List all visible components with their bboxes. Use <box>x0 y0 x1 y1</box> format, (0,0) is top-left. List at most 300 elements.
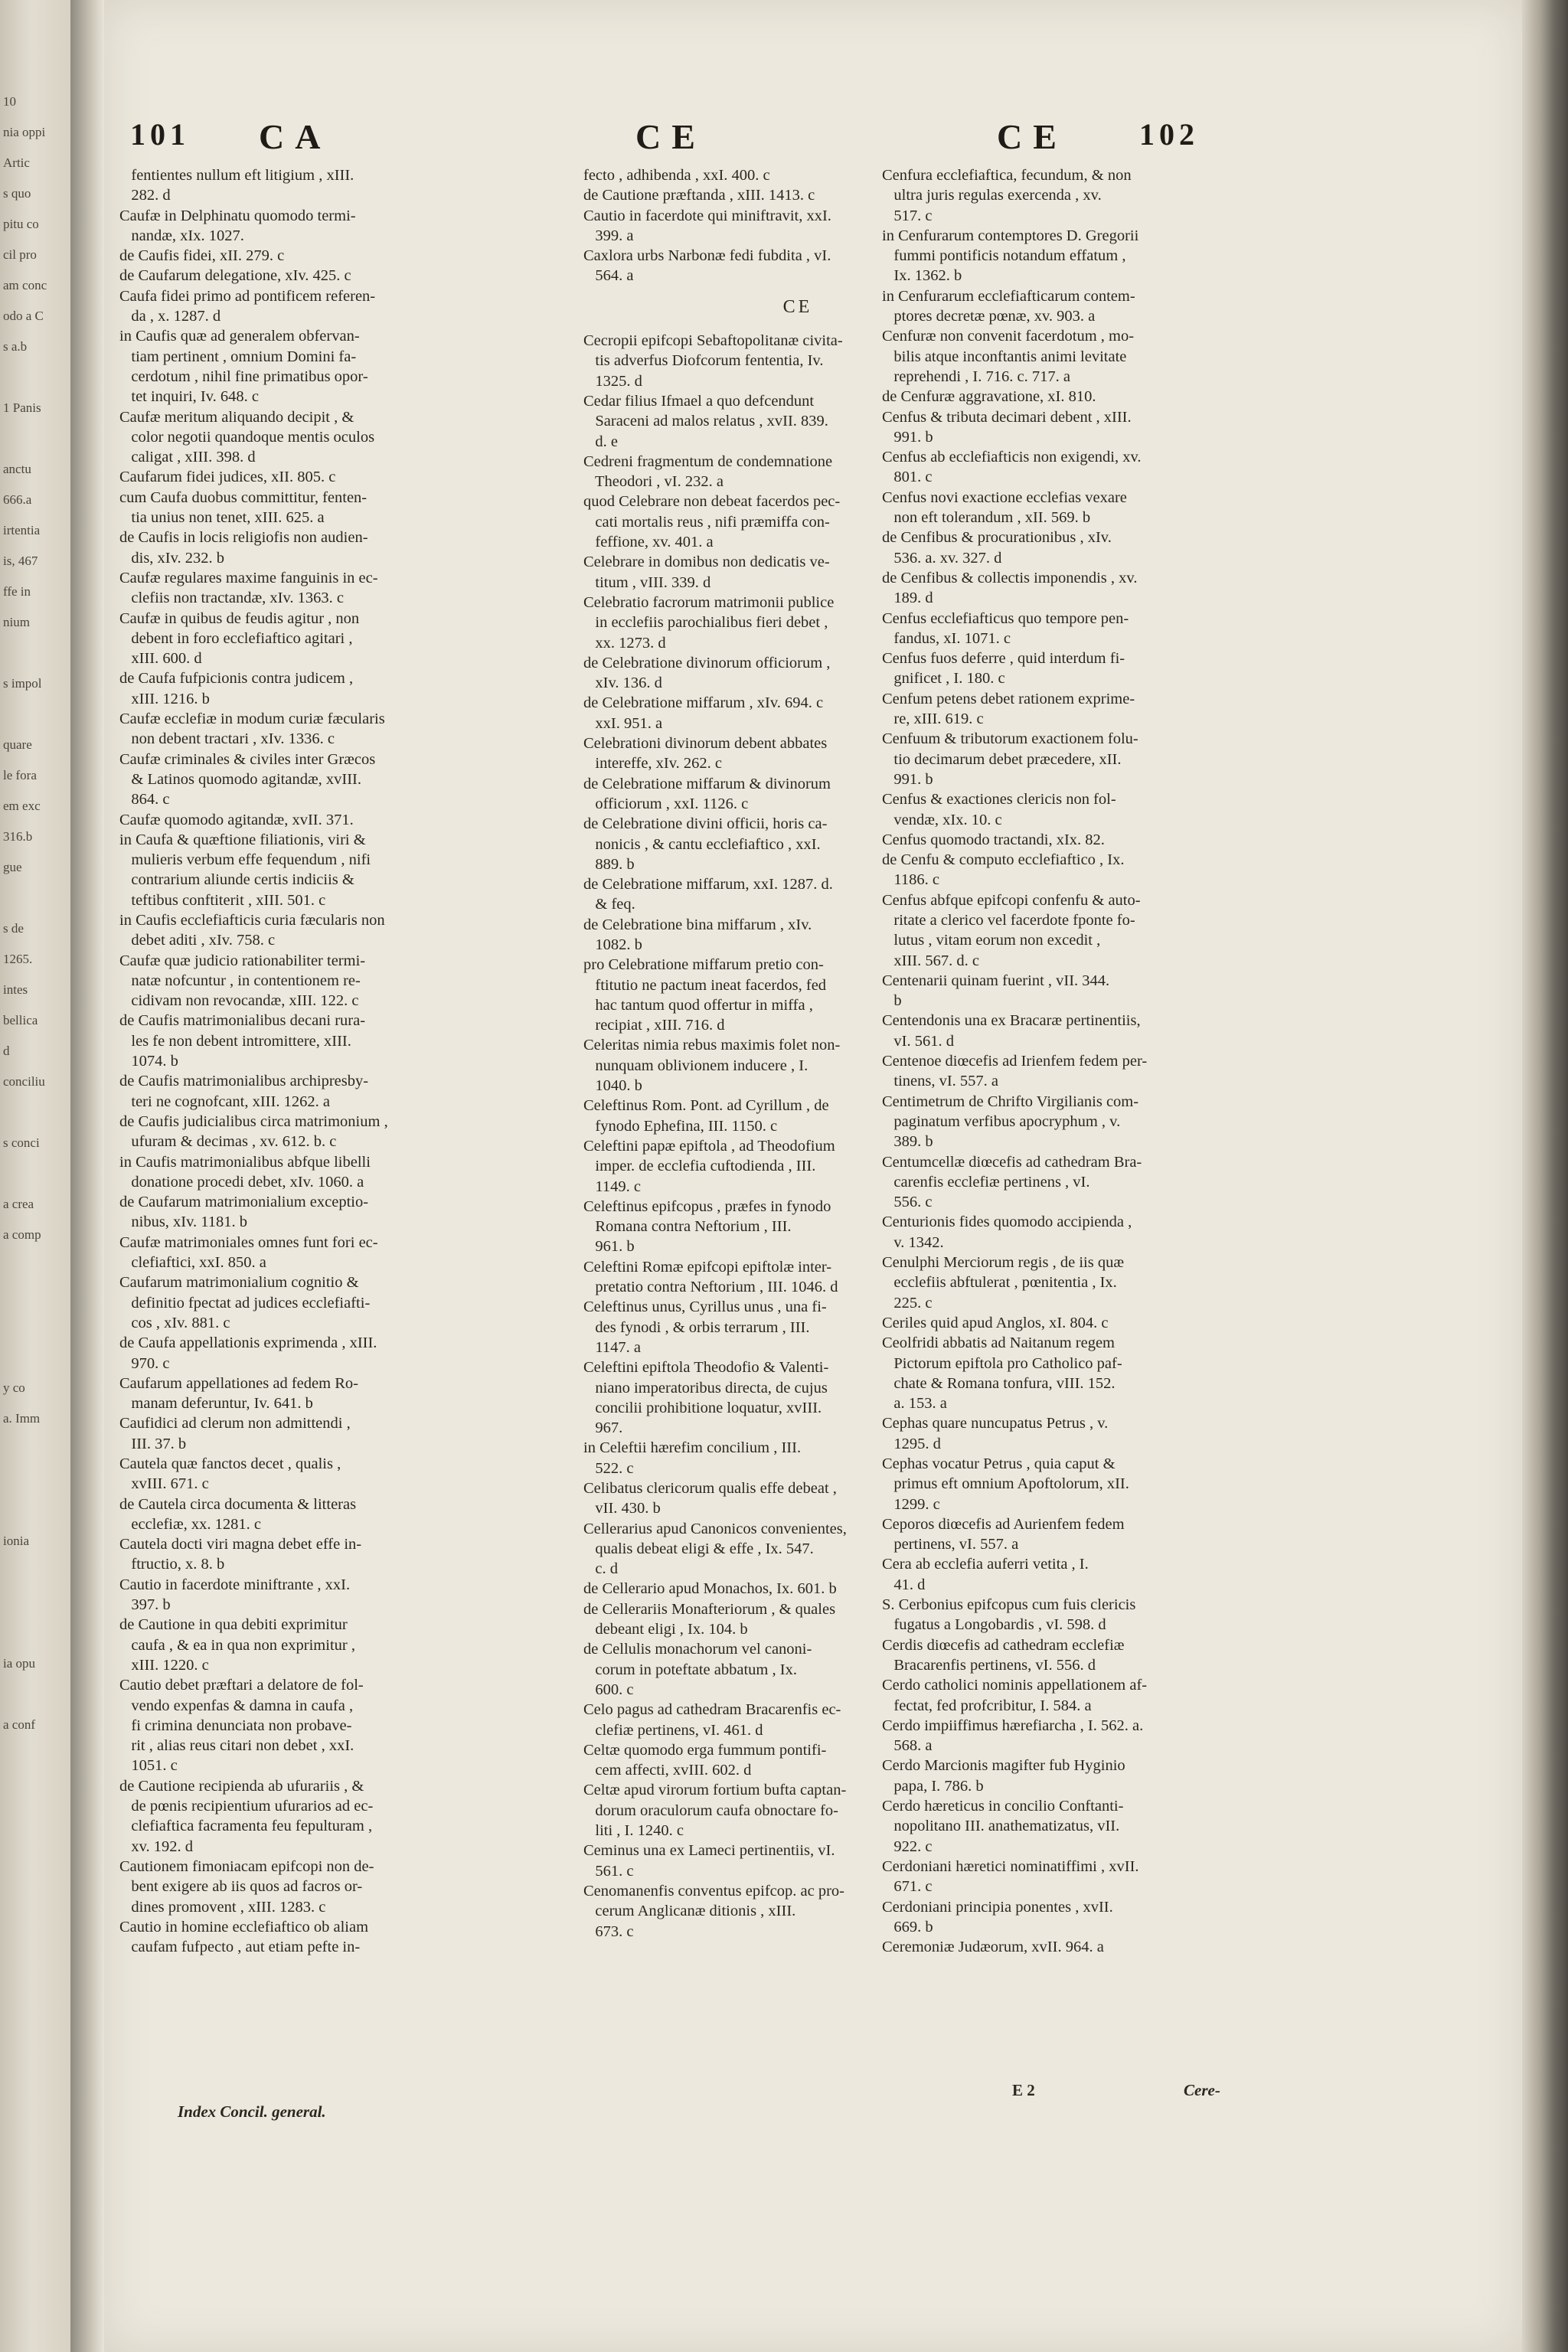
index-entry-line: caligat , xIII. 398. d <box>119 449 256 466</box>
left-page-fragment: s de <box>3 921 24 936</box>
index-entry-line: Cedar filius Ifmael a quo defcendunt <box>583 392 815 410</box>
index-entry-line: corum in poteftate abbatum , Ix. <box>583 1661 797 1678</box>
index-entry-line: dis, xIv. 232. b <box>119 549 225 567</box>
index-entry-line: Caufæ quæ judicio rationabiliter termi- <box>119 952 366 969</box>
index-entry-line: tet inquiri, Iv. 648. c <box>119 388 259 406</box>
index-entry-line: Caufæ quomodo agitandæ, xvII. 371. <box>119 811 354 828</box>
index-entry-line: de Cenfibus & collectis imponendis , xv. <box>882 569 1138 586</box>
index-entry-line: 1051. c <box>119 1757 178 1775</box>
left-page-fragment: 10 <box>3 94 16 109</box>
index-entry-line: 568. a <box>882 1737 933 1755</box>
index-entry-line: Cenfus & exactiones clericis non fol- <box>882 791 1116 808</box>
index-entry-line: b <box>882 992 902 1010</box>
index-entry-line: 1040. b <box>583 1077 642 1095</box>
index-entry-line: 517. c <box>882 207 933 224</box>
index-entry-line: 922. c <box>882 1838 933 1855</box>
index-entry-line: Cenfura ecclefiaftica, fecundum, & non <box>882 167 1132 184</box>
index-entry-line: Ix. 1362. b <box>882 267 962 285</box>
index-entry-line: natæ nofcuntur , in contentionem re- <box>119 972 361 989</box>
index-entry-line: Celebrationi divinorum debent abbates <box>583 735 828 753</box>
index-entry-line: xIII. 1216. b <box>119 690 210 707</box>
index-entry-line: bilis atque inconftantis animi levitate <box>882 348 1127 365</box>
index-entry-line: feffione, xv. 401. a <box>583 534 714 551</box>
index-entry-line: Cenfus abfque epifcopi confenfu & auto- <box>882 891 1141 909</box>
index-entry-line: tinens, vI. 557. a <box>882 1073 999 1090</box>
index-entry-line: & feq. <box>583 896 635 913</box>
index-entry-line: Bracarenfis pertinens, vI. 556. d <box>882 1656 1096 1674</box>
right-page-number: 102 <box>1139 117 1199 152</box>
left-running-head: CA <box>259 117 332 156</box>
index-entry-line: 864. c <box>119 791 170 808</box>
left-page-fragment: conciliu <box>3 1074 45 1089</box>
index-entry-line: Caufæ meritum aliquando decipit , & <box>119 408 354 426</box>
index-entry-line: ritate a clerico vel facerdote fponte fo- <box>882 911 1135 929</box>
index-entry-line: Ceriles quid apud Anglos, xI. 804. c <box>882 1314 1109 1331</box>
index-entry-line: in Cenfurarum ecclefiafticarum contem- <box>882 287 1135 305</box>
index-entry-line: 1295. d <box>882 1435 941 1452</box>
index-entry-line: in Cenfurarum contemptores D. Gregorii <box>882 227 1139 244</box>
left-page-fragment: s quo <box>3 186 31 201</box>
index-entry-line: ecclefiis abftulerat , pœnitentia , Ix. <box>882 1274 1117 1292</box>
index-entry-line: intereffe, xIv. 262. c <box>583 755 723 773</box>
index-entry-line: Cautio in homine ecclefiaftico ob aliam <box>119 1918 369 1936</box>
index-entry-line: les fe non debent intromittere, xIII. <box>119 1032 351 1050</box>
index-entry-line: nonicis , & cantu ecclefiaftico , xxI. <box>583 835 821 853</box>
index-entry-line: de Cautione in qua debiti exprimitur <box>119 1616 348 1634</box>
index-entry-line: 1299. c <box>882 1495 940 1513</box>
index-entry-line: tia unius non tenet, xIII. 625. a <box>119 509 325 527</box>
index-entry-line: xxI. 951. a <box>583 714 663 732</box>
left-page-fragment: pitu co <box>3 217 39 231</box>
index-entry-line: 397. b <box>119 1596 171 1614</box>
index-entry-line: fi crimina denunciata non probave- <box>119 1717 352 1734</box>
index-entry-line: ufuram & decimas , xv. 612. b. c <box>119 1133 337 1151</box>
index-entry-line: cem affecti, xvIII. 602. d <box>583 1762 752 1779</box>
index-entry-line: concilii prohibitione loquatur, xvIII. <box>583 1399 822 1416</box>
index-entry-line: 522. c <box>583 1459 634 1477</box>
index-entry-line: 225. c <box>882 1294 933 1312</box>
index-entry-line: teftibus conftiterit , xIII. 501. c <box>119 891 326 909</box>
index-entry-line: clefiaftica facramenta feu fepulturam , <box>119 1818 373 1835</box>
index-entry-line: de Caufarum matrimonialium exceptio- <box>119 1194 369 1211</box>
index-entry-line: Celtæ quomodo erga fummum pontifi- <box>583 1741 827 1759</box>
index-entry-line: nopolitano III. anathematizatus, vII. <box>882 1818 1120 1835</box>
index-entry-line: de Caufis matrimonialibus decani rura- <box>119 1012 366 1030</box>
index-entry-line: 970. c <box>119 1354 170 1372</box>
index-entry-line: d. e <box>583 433 618 450</box>
index-entry-line: fectat, fed profcribitur, I. 584. a <box>882 1697 1092 1714</box>
left-page-fragment: a. Imm <box>3 1411 41 1426</box>
index-entry-line: Caufarum matrimonialium cognitio & <box>119 1274 359 1292</box>
index-entry-line: Cecropii epifcopi Sebaftopolitanæ civita- <box>583 332 843 350</box>
left-page-edge <box>0 0 70 2352</box>
index-entry-line: vII. 430. b <box>583 1500 661 1517</box>
index-entry-line: clefiis non tractandæ, xIv. 1363. c <box>119 590 344 607</box>
left-page-fragment: s conci <box>3 1135 40 1150</box>
index-entry-line: c. d <box>583 1560 618 1578</box>
footer-signature: E 2 <box>1012 2081 1035 2099</box>
index-entry-line: xIII. 600. d <box>119 650 202 668</box>
index-entry-line: Cautionem fimoniacam epifcopi non de- <box>119 1857 374 1875</box>
index-entry-line: teri ne cognofcant, xIII. 1262. a <box>119 1093 330 1110</box>
index-entry-line: Celebratio facrorum matrimonii publice <box>583 593 835 611</box>
index-entry-line: 536. a. xv. 327. d <box>882 549 1002 567</box>
index-entry-line: Cautio in facerdote qui miniftravit, xxI. <box>583 207 831 224</box>
index-entry-line: fandus, xI. 1071. c <box>882 629 1011 647</box>
index-entry-line: Caufidici ad clerum non admittendi , <box>119 1415 351 1432</box>
index-entry-line: xIII. 1220. c <box>119 1656 209 1674</box>
index-entry-line: Caufarum appellationes ad fedem Ro- <box>119 1374 358 1392</box>
index-entry-line: de pœnis recipientium ufurarios ad ec- <box>119 1798 374 1815</box>
index-entry-line: 189. d <box>882 590 933 607</box>
index-entry-line: xIv. 136. d <box>583 675 662 692</box>
index-entry-line: Cenfus quomodo tractandi, xIx. 82. <box>882 831 1105 848</box>
index-entry-line: de Celebratione bina miffarum , xIv. <box>583 916 812 933</box>
index-entry-line: fentientes nullum eft litigium , xIII. <box>119 167 354 184</box>
index-entry-line: cati mortalis reus , nifi præmiffa con- <box>583 513 830 531</box>
left-page-fragment: s a.b <box>3 339 28 354</box>
index-entry-line: fummi pontificis notandum effatum , <box>882 247 1126 265</box>
index-entry-line: Cerdo hæreticus in concilio Conftanti- <box>882 1798 1124 1815</box>
index-entry-line: in Caufis matrimonialibus abfque libelli <box>119 1153 371 1171</box>
index-entry-line: Ceremoniæ Judæorum, xvII. 964. a <box>882 1939 1104 1956</box>
index-entry-line: caufa , & ea in qua non exprimitur , <box>119 1636 355 1654</box>
left-page-fragment: 316.b <box>3 829 33 844</box>
index-column-3 <box>882 165 1311 1957</box>
index-entry-line: Theodori , vI. 232. a <box>583 473 724 491</box>
index-entry-line: liti , I. 1240. c <box>583 1822 684 1840</box>
index-entry-line: paginatum verfibus apocryphum , v. <box>882 1112 1121 1130</box>
index-entry-line: & Latinos quomodo agitandæ, xvIII. <box>119 770 361 788</box>
left-page-fragment: em exc <box>3 799 41 813</box>
index-entry-line: xx. 1273. d <box>583 634 666 652</box>
left-page-fragment: is, 467 <box>3 554 38 568</box>
index-entry-line: de Celebratione miffarum & divinorum <box>583 775 831 792</box>
index-entry-line: vendæ, xIx. 10. c <box>882 811 1002 828</box>
index-entry-line: Cenfus ecclefiafticus quo tempore pen- <box>882 609 1129 627</box>
index-entry-line: mulieris verbum effe fequendum , nifi <box>119 851 371 869</box>
index-entry-line: Celeftinus Rom. Pont. ad Cyrillum , de <box>583 1097 829 1115</box>
index-entry-line: Cenfus fuos deferre , quid interdum fi- <box>882 650 1125 668</box>
index-entry-line: in Celeftii hærefim concilium , III. <box>583 1439 802 1457</box>
index-entry-line: 671. c <box>882 1878 933 1896</box>
left-page-fragment: y co <box>3 1380 25 1395</box>
index-entry-line: vI. 561. d <box>882 1032 954 1050</box>
index-entry-line: III. 37. b <box>119 1435 187 1452</box>
left-page-fragment: a comp <box>3 1227 41 1242</box>
index-entry-line: fecto , adhibenda , xxI. 400. c <box>583 167 770 184</box>
index-entry-line: des fynodi , & orbis terrarum , III. <box>583 1318 810 1336</box>
page-stack-edge <box>1522 0 1568 2352</box>
index-entry-line: carenfis ecclefiæ pertinens , vI. <box>882 1173 1090 1191</box>
footer-catchword: Cere- <box>1184 2081 1220 2099</box>
index-entry-line: Cenfuum & tributorum exactionem folu- <box>882 730 1138 748</box>
section-heading: CE <box>782 296 813 317</box>
index-entry-line: Cephas quare nuncupatus Petrus , v. <box>882 1415 1109 1432</box>
index-entry-line: ftitutio ne pactum ineat facerdos, fed <box>583 976 827 994</box>
left-page-fragment: nia oppi <box>3 125 46 139</box>
index-entry-line: Ceolfridi abbatis ad Naitanum regem <box>882 1334 1115 1352</box>
index-entry-line: Centenoe diœcefis ad Irienfem fedem per- <box>882 1053 1148 1070</box>
index-entry-line: Cautela quæ fanctos decet , qualis , <box>119 1455 341 1472</box>
index-entry-line: a. 153. a <box>882 1395 947 1413</box>
index-entry-line: Centurionis fides quomodo accipienda , <box>882 1214 1132 1231</box>
index-entry-line: in ecclefiis parochialibus fieri debet , <box>583 614 828 632</box>
index-entry-line: Cenfus & tributa decimari debent , xIII. <box>882 408 1132 426</box>
index-entry-line: Cerdo Marcionis magifter fub Hyginio <box>882 1757 1125 1775</box>
index-entry-line: non eft tolerandum , xII. 569. b <box>882 509 1091 527</box>
index-entry-line: Saraceni ad malos relatus , xvII. 839. <box>583 413 828 430</box>
index-entry-line: Cerdis diœcefis ad cathedram ecclefiæ <box>882 1636 1125 1654</box>
left-page-fragment: intes <box>3 982 28 997</box>
index-entry-line: de Caufis judicialibus circa matrimonium , <box>119 1112 388 1130</box>
index-entry-line: fugatus a Longobardis , vI. 598. d <box>882 1616 1106 1634</box>
left-page-fragment: irtentia <box>3 523 41 537</box>
index-entry-line: Romana contra Neftorium , III. <box>583 1218 792 1236</box>
left-page-fragment: Artic <box>3 155 30 170</box>
index-entry-line: de Cenfibus & procurationibus , xIv. <box>882 529 1112 547</box>
left-page-fragment: nium <box>3 615 30 629</box>
index-entry-line: nibus, xIv. 1181. b <box>119 1214 248 1231</box>
index-entry-line: quod Celebrare non debeat facerdos pec- <box>583 493 841 511</box>
left-page-number: 101 <box>130 117 190 152</box>
index-entry-line: debent in foro ecclefiaftico agitari , <box>119 629 353 647</box>
index-entry-line: xv. 192. d <box>119 1838 194 1855</box>
index-entry-line: pertinens, vI. 557. a <box>882 1536 1019 1553</box>
index-entry-line: nunquam oblivionem inducere , I. <box>583 1057 808 1074</box>
index-entry-line: cidivam non revocandæ, xIII. 122. c <box>119 992 359 1010</box>
index-entry-line: Celeftini Romæ epifcopi epiftolæ inter- <box>583 1258 832 1276</box>
index-entry-line: de Celebratione divini officii, horis ca- <box>583 815 828 833</box>
book-gutter <box>70 0 104 2352</box>
index-entry-line: Celeritas nimia rebus maximis folet non- <box>583 1037 841 1054</box>
index-entry-line: Cenfum petens debet rationem exprime- <box>882 690 1135 707</box>
index-entry-line: bent exigere ab iis quos ad facros or- <box>119 1878 363 1896</box>
left-page-fragment: a conf <box>3 1717 36 1732</box>
index-entry-line: de Cautela circa documenta & litteras <box>119 1495 357 1513</box>
index-entry-line: ecclefiæ, xx. 1281. c <box>119 1515 262 1533</box>
index-entry-line: primus eft omnium Apoftolorum, xII. <box>882 1475 1129 1493</box>
index-entry-line: pro Celebratione miffarum pretio con- <box>583 956 824 974</box>
index-entry-line: reprehendi , I. 716. c. 717. a <box>882 368 1070 385</box>
index-entry-line: de Caufarum delegatione, xIv. 425. c <box>119 267 351 285</box>
index-entry-line: Cellerarius apud Canonicos convenientes, <box>583 1520 847 1537</box>
index-entry-line: 889. b <box>583 855 635 873</box>
index-entry-line: tio decimarum debet præcedere, xII. <box>882 750 1122 768</box>
index-entry-line: titum , vIII. 339. d <box>583 573 711 591</box>
index-entry-line: Caufæ in Delphinatu quomodo termi- <box>119 207 356 224</box>
index-entry-line: imper. de ecclefia cuftodienda , III. <box>583 1158 816 1175</box>
index-entry-line: 389. b <box>882 1133 933 1151</box>
index-entry-line: Cenfuræ non convenit facerdotum , mo- <box>882 328 1135 345</box>
index-entry-line: xvIII. 671. c <box>119 1475 209 1493</box>
index-entry-line: de Cellulis monachorum vel canoni- <box>583 1641 812 1658</box>
index-entry-line: 556. c <box>882 1194 933 1211</box>
index-entry-line: 41. d <box>882 1576 926 1593</box>
index-entry-line: 561. c <box>583 1862 634 1880</box>
index-entry-line: Celebrare in domibus non dedicatis ve- <box>583 554 830 571</box>
index-entry-line: nandæ, xIx. 1027. <box>119 227 244 244</box>
index-entry-line: 1147. a <box>583 1338 641 1356</box>
index-entry-line: Cera ab ecclefia auferri vetita , I. <box>882 1556 1089 1573</box>
index-entry-line: Caufæ in quibus de feudis agitur , non <box>119 609 360 627</box>
index-entry-line: in Caufis ecclefiafticis curia fæcularis non <box>119 911 385 929</box>
left-page-fragment: 666.a <box>3 492 32 507</box>
index-entry-line: contrarium aliunde certis indiciis & <box>119 871 354 889</box>
index-entry-line: 961. b <box>583 1238 635 1256</box>
right-running-head: CE <box>997 117 1067 156</box>
index-entry-line: Celeftini epiftola Theodofio & Valenti- <box>583 1359 829 1377</box>
index-entry-line: 991. b <box>882 428 933 446</box>
left-page-fragment: d <box>3 1044 10 1058</box>
index-entry-line: fynodo Ephefina, III. 1150. c <box>583 1117 778 1135</box>
left-page-fragment: ffe in <box>3 584 31 599</box>
index-entry-line: dorum oraculorum caufa obnoctare fo- <box>583 1802 838 1819</box>
index-entry-line: de Celebratione miffarum, xxI. 1287. d. <box>583 876 833 893</box>
left-page-fragment: bellica <box>3 1013 38 1027</box>
index-entry-line: de Cellerario apud Monachos, Ix. 601. b <box>583 1580 837 1598</box>
index-entry-line: in Caufa & quæftione filiationis, viri & <box>119 831 366 848</box>
index-entry-line: ftructio, x. 8. b <box>119 1556 225 1573</box>
left-page-fragment: le fora <box>3 768 37 782</box>
index-entry-line: Cautio in facerdote miniftrante , xxI. <box>119 1576 351 1593</box>
index-entry-line: debet aditi , xIv. 758. c <box>119 932 276 949</box>
index-entry-line: in Caufis quæ ad generalem obfervan- <box>119 328 360 345</box>
left-page-fragment: cil pro <box>3 247 37 262</box>
index-entry-line: xIII. 567. d. c <box>882 952 979 969</box>
index-entry-line: 564. a <box>583 267 634 285</box>
left-page-fragment: s impol <box>3 676 42 691</box>
left-page-fragment: 1 Panis <box>3 400 41 415</box>
index-entry-line: color negotii quandoque mentis oculos <box>119 428 375 446</box>
left-page-fragment: 1265. <box>3 952 33 966</box>
index-entry-line: 673. c <box>583 1922 634 1940</box>
index-entry-line: Caufæ regulares maxime fanguinis in ec- <box>119 569 378 586</box>
index-entry-line: Caufa fidei primo ad pontificem referen- <box>119 287 376 305</box>
index-entry-line: de Caufis fidei, xII. 279. c <box>119 247 285 265</box>
index-entry-line: dines promovent , xIII. 1283. c <box>119 1898 326 1916</box>
left-page-fragment: odo a C <box>3 309 44 323</box>
index-entry-line: 1186. c <box>882 871 939 889</box>
index-entry-line: cos , xIv. 881. c <box>119 1314 230 1331</box>
index-entry-line: S. Cerbonius epifcopus cum fuis clericis <box>882 1596 1136 1614</box>
center-running-head: CE <box>635 117 706 156</box>
index-entry-line: Celtæ apud virorum fortium bufta captan- <box>583 1782 847 1799</box>
left-page-fragment: quare <box>3 737 32 752</box>
index-entry-line: de Caufa appellationis exprimenda , xIII. <box>119 1334 377 1352</box>
index-entry-line: Celeftinus unus, Cyrillus unus , una fi- <box>583 1298 827 1316</box>
index-entry-line: donatione procedi debet, xIv. 1060. a <box>119 1173 364 1191</box>
index-entry-line: Centenarii quinam fuerint , vII. 344. <box>882 972 1110 989</box>
index-entry-line: manam deferuntur, Iv. 641. b <box>119 1395 313 1413</box>
index-entry-line: Cenfus novi exactione ecclefias vexare <box>882 488 1127 506</box>
index-entry-line: Cerdo catholici nominis appellationem af- <box>882 1677 1148 1694</box>
index-entry-line: v. 1342. <box>882 1233 944 1251</box>
index-entry-line: non debent tractari , xIv. 1336. c <box>119 730 335 748</box>
index-entry-line: Cedreni fragmentum de condemnatione <box>583 452 833 470</box>
index-entry-line: da , x. 1287. d <box>119 308 221 325</box>
index-entry-line: Caufarum fidei judices, xII. 805. c <box>119 469 336 486</box>
index-entry-line: 1082. b <box>583 936 642 953</box>
index-entry-line: niano imperatoribus directa, de cujus <box>583 1379 828 1396</box>
index-entry-line: Cerdoniani principia ponentes , xvII. <box>882 1898 1113 1916</box>
index-entry-line: Ceminus una ex Lameci pertinentiis, vI. <box>583 1842 835 1860</box>
index-entry-line: Caufæ ecclefiæ in modum curiæ fæcularis <box>119 710 385 728</box>
index-entry-line: Celeftinus epifcopus , præfes in fynodo <box>583 1197 831 1215</box>
index-entry-line: de Cellerariis Monafteriorum , & quales <box>583 1600 836 1618</box>
index-entry-line: Celeftini papæ epiftola , ad Theodofium <box>583 1137 835 1155</box>
index-entry-line: 1149. c <box>583 1178 641 1195</box>
left-page-fragment: a crea <box>3 1197 34 1211</box>
index-entry-line: Cenulphi Merciorum regis , de iis quæ <box>882 1254 1124 1272</box>
index-entry-line: Centumcellæ diœcefis ad cathedram Bra- <box>882 1153 1142 1171</box>
index-entry-line: rit , alias reus citari non debet , xxI. <box>119 1737 354 1755</box>
index-entry-line: clefiæ pertinens, vI. 461. d <box>583 1721 763 1739</box>
index-entry-line: Cautela docti viri magna debet effe in- <box>119 1536 362 1553</box>
index-entry-line: de Cautione recipienda ab ufurariis , & <box>119 1777 364 1795</box>
left-page-fragment: ionia <box>3 1534 29 1548</box>
index-entry-line: 1074. b <box>119 1053 178 1070</box>
index-entry-line: re, xIII. 619. c <box>882 710 984 728</box>
left-page-fragment: ia opu <box>3 1656 36 1671</box>
footer-index-title: Index Concil. general. <box>178 2102 326 2121</box>
index-entry-line: cum Caufa duobus committitur, fenten- <box>119 488 368 506</box>
index-entry-line: pretatio contra Neftorium , III. 1046. d <box>583 1279 838 1296</box>
index-entry-line: de Caufis matrimonialibus archipresby- <box>119 1073 369 1090</box>
index-entry-line: caufam fufpecto , aut etiam pefte in- <box>119 1939 361 1956</box>
index-entry-line: recipiat , xIII. 716. d <box>583 1017 725 1034</box>
index-entry-line: Centimetrum de Chrifto Virgilianis com- <box>882 1093 1139 1110</box>
index-entry-line: Cenfus ab ecclefiafticis non exigendi, xv. <box>882 449 1142 466</box>
left-page-fragment: gue <box>3 860 22 874</box>
index-entry-line: de Caufis in locis religiofis non audien- <box>119 529 368 547</box>
index-entry-line: Caufæ matrimoniales omnes funt fori ec- <box>119 1233 378 1251</box>
index-entry-line: 801. c <box>882 469 933 486</box>
index-entry-line: de Celebratione miffarum , xIv. 694. c <box>583 694 824 712</box>
index-entry-line: 399. a <box>583 227 634 244</box>
index-entry-line: gnificet , I. 180. c <box>882 670 1005 688</box>
index-entry-line: Cenomanenfis conventus epifcop. ac pro- <box>583 1882 844 1900</box>
index-entry-line: cerum Anglicanæ ditionis , xIII. <box>583 1903 796 1920</box>
index-entry-line: Cautio debet præftari a delatore de fol- <box>119 1677 364 1694</box>
index-entry-line: ptores decretæ pœnæ, xv. 903. a <box>882 308 1096 325</box>
index-entry-line: tiam pertinent , omnium Domini fa- <box>119 348 357 365</box>
index-entry-line: 282. d <box>119 187 171 204</box>
index-entry-line: papa, I. 786. b <box>882 1777 984 1795</box>
index-entry-line: de Cautione præftanda , xIII. 1413. c <box>583 187 815 204</box>
index-entry-line: Cephas vocatur Petrus , quia caput & <box>882 1455 1116 1472</box>
index-entry-line: clefiaftici, xxI. 850. a <box>119 1254 266 1272</box>
index-entry-line: Caufæ criminales & civiles inter Græcos <box>119 750 376 768</box>
index-entry-line: debeant eligi , Ix. 104. b <box>583 1621 748 1638</box>
index-entry-line: de Cenfu & computo ecclefiaftico , Ix. <box>882 851 1125 869</box>
index-entry-line: Cerdo impiiffimus hærefiarcha , I. 562. a. <box>882 1717 1144 1734</box>
index-entry-line: chate & Romana tonfura, vIII. 152. <box>882 1374 1116 1392</box>
index-entry-line: ultra juris regulas exercenda , xv. <box>882 187 1102 204</box>
index-entry-line: cerdotum , nihil fine primatibus opor- <box>119 368 368 385</box>
left-page-fragment: anctu <box>3 462 31 476</box>
left-page-fragment: am conc <box>3 278 47 292</box>
index-entry-line: Pictorum epiftola pro Catholico paf- <box>882 1354 1122 1372</box>
index-entry-line: vendo expenfas & damna in caufa , <box>119 1697 354 1714</box>
index-entry-line: de Cenfuræ aggravatione, xI. 810. <box>882 388 1096 406</box>
index-entry-line: qualis debeat eligi & effe , Ix. 547. <box>583 1540 814 1557</box>
index-entry-line: Cerdoniani hæretici nominatiffimi , xvII. <box>882 1857 1139 1875</box>
index-entry-line: Centendonis una ex Bracaræ pertinentiis, <box>882 1012 1141 1030</box>
index-entry-line: de Caufa fufpicionis contra judicem , <box>119 670 354 688</box>
index-entry-line: 991. b <box>882 770 933 788</box>
index-entry-line: Celo pagus ad cathedram Bracarenfis ec- <box>583 1701 841 1719</box>
